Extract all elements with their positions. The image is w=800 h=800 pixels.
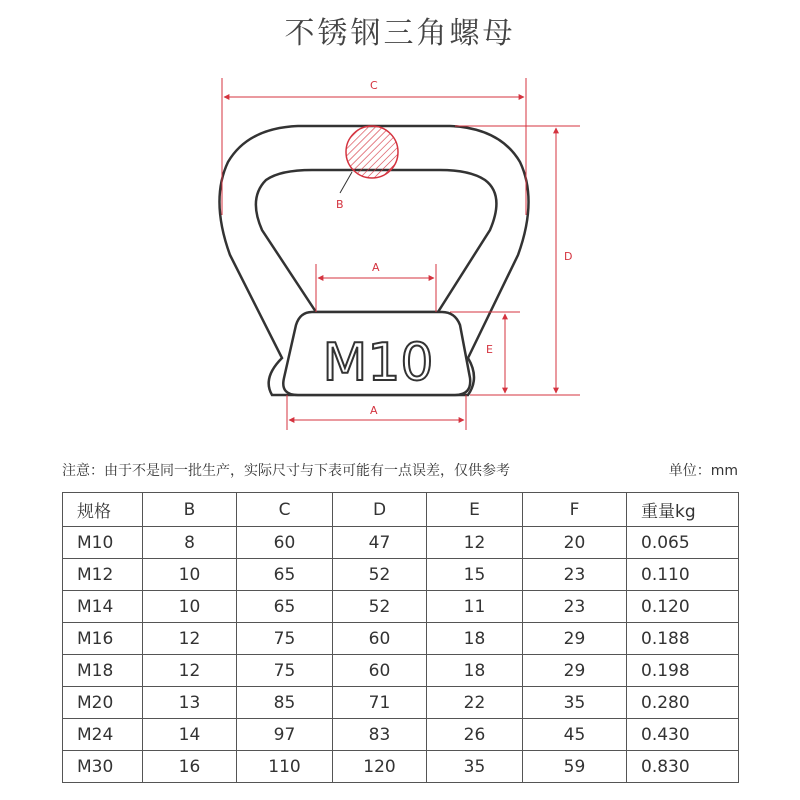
table-cell: 0.830 bbox=[627, 751, 739, 783]
header-cell: F bbox=[523, 493, 627, 527]
table-cell: 47 bbox=[333, 527, 427, 559]
table-cell: 0.198 bbox=[627, 655, 739, 687]
table-cell: 60 bbox=[333, 623, 427, 655]
table-cell: 15 bbox=[427, 559, 523, 591]
header-cell: C bbox=[237, 493, 333, 527]
table-row bbox=[63, 623, 739, 655]
nut-marking: M10 bbox=[322, 333, 434, 393]
dimension-label-a-inner: A bbox=[372, 261, 380, 274]
nut-inner-outline bbox=[256, 170, 497, 312]
table-cell: 12 bbox=[143, 623, 237, 655]
table-row bbox=[63, 559, 739, 591]
note-text: 注意：由于不是同一批生产，实际尺寸与下表可能有一点误差，仅供参考 bbox=[62, 463, 510, 479]
dimension-label-a-outer: A bbox=[370, 404, 378, 417]
table-cell: 0.188 bbox=[627, 623, 739, 655]
dimension-label-b: B bbox=[336, 198, 344, 211]
table-row bbox=[63, 751, 739, 783]
table-cell: 22 bbox=[427, 687, 523, 719]
table-row bbox=[63, 719, 739, 751]
table-cell: M14 bbox=[63, 591, 143, 623]
header-cell: E bbox=[427, 493, 523, 527]
table-cell: 12 bbox=[427, 527, 523, 559]
dimension-label-c: C bbox=[370, 79, 378, 92]
table-cell: M10 bbox=[63, 527, 143, 559]
dimension-label-e: E bbox=[486, 343, 493, 356]
table-cell: 20 bbox=[523, 527, 627, 559]
table-row bbox=[63, 527, 739, 559]
table-cell: 59 bbox=[523, 751, 627, 783]
table-cell: 23 bbox=[523, 559, 627, 591]
table-cell: 85 bbox=[237, 687, 333, 719]
table-cell: M30 bbox=[63, 751, 143, 783]
header-cell: B bbox=[143, 493, 237, 527]
table-cell: 11 bbox=[427, 591, 523, 623]
table-cell: 23 bbox=[523, 591, 627, 623]
spec-table bbox=[62, 492, 739, 783]
table-cell: 29 bbox=[523, 655, 627, 687]
unit-label: 单位：mm bbox=[668, 463, 738, 479]
page-title: 不锈钢三角螺母 bbox=[284, 16, 516, 51]
table-cell: 10 bbox=[143, 591, 237, 623]
table-row bbox=[63, 687, 739, 719]
table-cell: M24 bbox=[63, 719, 143, 751]
table-cell: 35 bbox=[523, 687, 627, 719]
table-cell: 10 bbox=[143, 559, 237, 591]
table-cell: 0.065 bbox=[627, 527, 739, 559]
table-row bbox=[63, 591, 739, 623]
table-cell: 110 bbox=[237, 751, 333, 783]
table-cell: 18 bbox=[427, 623, 523, 655]
table-cell: 75 bbox=[237, 623, 333, 655]
table-cell: 35 bbox=[427, 751, 523, 783]
table-cell: 52 bbox=[333, 559, 427, 591]
table-cell: 16 bbox=[143, 751, 237, 783]
header-cell: 重量kg bbox=[627, 493, 739, 527]
table-cell: M16 bbox=[63, 623, 143, 655]
table-cell: 0.120 bbox=[627, 591, 739, 623]
table-cell: 60 bbox=[237, 527, 333, 559]
table-cell: 71 bbox=[333, 687, 427, 719]
header-cell: D bbox=[333, 493, 427, 527]
dimension-label-d: D bbox=[564, 250, 573, 263]
table-cell: 60 bbox=[333, 655, 427, 687]
nut-diagram bbox=[0, 60, 800, 440]
table-cell: 12 bbox=[143, 655, 237, 687]
table-cell: 8 bbox=[143, 527, 237, 559]
table-cell: 14 bbox=[143, 719, 237, 751]
table-cell: 0.280 bbox=[627, 687, 739, 719]
table-cell: 26 bbox=[427, 719, 523, 751]
table-cell: 120 bbox=[333, 751, 427, 783]
table-cell: 52 bbox=[333, 591, 427, 623]
table-cell: 83 bbox=[333, 719, 427, 751]
table-cell: M18 bbox=[63, 655, 143, 687]
table-header-row bbox=[63, 493, 739, 527]
note-row bbox=[62, 460, 738, 480]
table-cell: 97 bbox=[237, 719, 333, 751]
section-circle-b bbox=[346, 126, 398, 178]
table-cell: 65 bbox=[237, 559, 333, 591]
table-cell: 13 bbox=[143, 687, 237, 719]
table-cell: 29 bbox=[523, 623, 627, 655]
table-cell: M20 bbox=[63, 687, 143, 719]
table-cell: 75 bbox=[237, 655, 333, 687]
table-cell: 18 bbox=[427, 655, 523, 687]
table-cell: 0.430 bbox=[627, 719, 739, 751]
table-cell: 45 bbox=[523, 719, 627, 751]
table-cell: 0.110 bbox=[627, 559, 739, 591]
table-row bbox=[63, 655, 739, 687]
table-cell: M12 bbox=[63, 559, 143, 591]
table-cell: 65 bbox=[237, 591, 333, 623]
header-cell: 规格 bbox=[63, 493, 143, 527]
